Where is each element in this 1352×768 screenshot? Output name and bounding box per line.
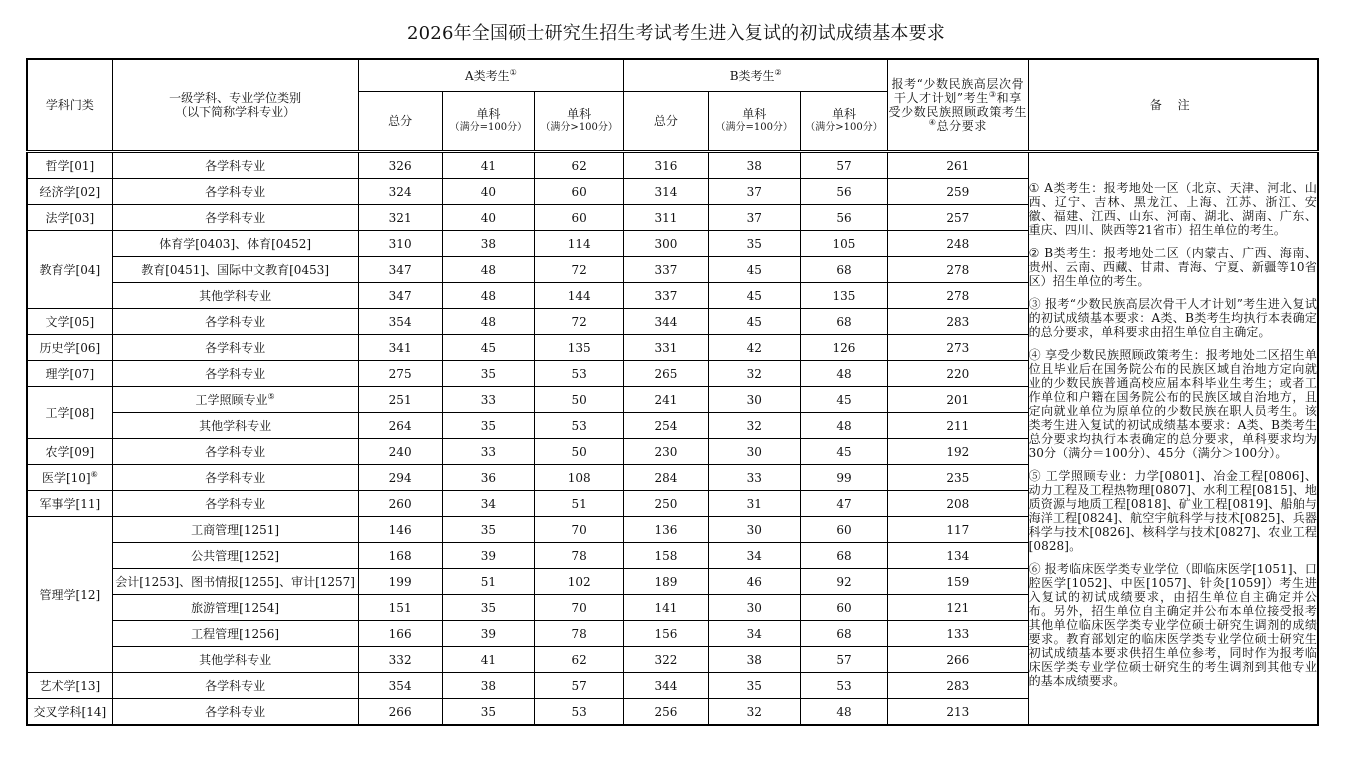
- score-cell-a-total: 264: [358, 413, 442, 439]
- subject-cell: [112, 413, 358, 439]
- score-cell-a-sgt100: 53: [535, 361, 624, 387]
- footnote-item: ⑤ 工学照顾专业：力学[0801]、冶金工程[0806]、动力工程及工程热物理[0807]、水利工程[0815]、地质资源与地质工程[0818]、矿业工程[0819]、船舶与海洋工程[0824]、航空宇航科学与技术[0825]、兵器科学与技术[0826]、核科学与技术[0827]、农业工程[0828]。: [1028, 468, 1317, 553]
- score-cell-a-s100: 35: [442, 699, 534, 726]
- score-cell-b-sgt100: 48: [800, 413, 887, 439]
- score-cell-a-total: 240: [358, 439, 442, 465]
- score-cell-b-total: 158: [624, 543, 708, 569]
- score-cell-a-s100: 48: [442, 309, 534, 335]
- header-subject-line1: 一级学科、专业学位类别: [169, 91, 302, 105]
- score-cell-b-total: 322: [624, 647, 708, 673]
- score-cell-b-total: 265: [624, 361, 708, 387]
- category-cell: [27, 309, 112, 335]
- score-cell-b-s100: 38: [708, 647, 800, 673]
- score-cell-b-total: 311: [624, 205, 708, 231]
- category-cell: [27, 387, 112, 439]
- score-cell-a-total: 168: [358, 543, 442, 569]
- score-cell-b-total: 337: [624, 257, 708, 283]
- header-minority-part2: 和享受少数民族照顾政策考生: [888, 91, 1028, 119]
- score-cell-minority: 121: [888, 595, 1028, 621]
- score-cell-b-s100: 30: [708, 387, 800, 413]
- score-cell-b-s100: 34: [708, 543, 800, 569]
- score-cell-b-sgt100: 126: [800, 335, 887, 361]
- category-cell: [27, 179, 112, 205]
- category-label: 哲学[01]: [45, 158, 95, 173]
- subject-cell: [112, 465, 358, 491]
- score-cell-b-sgt100: 45: [800, 439, 887, 465]
- score-cell-minority: 261: [888, 152, 1028, 179]
- header-a-total: 总分: [358, 92, 442, 152]
- score-cell-a-total: 146: [358, 517, 442, 543]
- header-minority: [888, 59, 1028, 152]
- score-cell-a-sgt100: 53: [535, 699, 624, 726]
- score-cell-a-total: 260: [358, 491, 442, 517]
- score-cell-minority: 257: [888, 205, 1028, 231]
- score-cell-b-total: 344: [624, 673, 708, 699]
- score-cell-b-s100: 30: [708, 439, 800, 465]
- score-cell-a-total: 341: [358, 335, 442, 361]
- score-cell-b-s100: 32: [708, 361, 800, 387]
- header-b-single-100-note: （满分=100分）: [715, 122, 793, 133]
- score-cell-b-sgt100: 105: [800, 231, 887, 257]
- score-cell-b-s100: 33: [708, 465, 800, 491]
- category-label: 管理学[12]: [39, 587, 101, 602]
- score-cell-minority: 201: [888, 387, 1028, 413]
- subject-cell: [112, 231, 358, 257]
- score-cell-a-total: 294: [358, 465, 442, 491]
- header-b-single-100: [708, 92, 800, 152]
- subject-label: 体育学[0403]、体育[0452]: [159, 236, 312, 251]
- score-cell-b-s100: 46: [708, 569, 800, 595]
- header-minority-mark2: ④: [928, 118, 937, 127]
- subject-label: 各学科专业: [205, 158, 266, 173]
- score-cell-b-sgt100: 45: [800, 387, 887, 413]
- score-cell-a-total: 354: [358, 309, 442, 335]
- score-cell-a-total: 151: [358, 595, 442, 621]
- footnote-item: ① A类考生：报考地处一区（北京、天津、河北、山西、辽宁、吉林、黑龙江、上海、江苏、浙江、安徽、福建、江西、山东、河南、湖北、湖南、广东、重庆、四川、陕西等21省市）招生单位的考生。: [1028, 180, 1317, 237]
- score-cell-a-sgt100: 102: [535, 569, 624, 595]
- footnote-item: ⑥ 报考临床医学类专业学位（即临床医学[1051]、口腔医学[1052]、中医[1057]、针灸[1059]）考生进入复试的初试成绩要求，由招生单位自主确定并公布。另外，招生单位自主确定并公布本单位接受报考其他单位临床医学类专业学位硕士研究生调剂的成绩要求。教育部划定的临床医学类专业学位硕士研究生初试成绩基本要求供招生单位参考，同时作为报考临床医学类专业学位硕士研究生的考生调剂到其他专业的基本成绩要求。: [1028, 561, 1317, 688]
- score-cell-a-sgt100: 135: [535, 335, 624, 361]
- score-cell-a-s100: 34: [442, 491, 534, 517]
- score-cell-b-total: 230: [624, 439, 708, 465]
- score-cell-a-s100: 35: [442, 595, 534, 621]
- score-cell-a-s100: 35: [442, 361, 534, 387]
- score-cell-minority: 134: [888, 543, 1028, 569]
- score-cell-b-sgt100: 92: [800, 569, 887, 595]
- score-cell-minority: 248: [888, 231, 1028, 257]
- score-cell-a-sgt100: 50: [535, 439, 624, 465]
- score-requirements-table: [26, 58, 1319, 726]
- score-cell-b-sgt100: 56: [800, 205, 887, 231]
- category-label: 艺术学[13]: [39, 678, 101, 693]
- subject-label: 各学科专业: [205, 704, 266, 719]
- subject-cell: [112, 699, 358, 726]
- header-a-single-100: [442, 92, 534, 152]
- category-cell: [27, 491, 112, 517]
- subject-footnote-mark: ⑤: [267, 391, 275, 401]
- score-cell-b-total: 241: [624, 387, 708, 413]
- subject-label: 各学科专业: [205, 496, 266, 511]
- score-cell-a-s100: 41: [442, 647, 534, 673]
- score-cell-b-sgt100: 56: [800, 179, 887, 205]
- score-cell-minority: 159: [888, 569, 1028, 595]
- score-cell-b-s100: 30: [708, 517, 800, 543]
- subject-label: 其他学科专业: [199, 652, 272, 667]
- category-cell: [27, 699, 112, 726]
- score-cell-a-sgt100: 108: [535, 465, 624, 491]
- category-label: 工学[08]: [45, 405, 95, 420]
- score-cell-b-sgt100: 57: [800, 152, 887, 179]
- score-cell-a-sgt100: 70: [535, 517, 624, 543]
- category-label: 农学[09]: [45, 444, 95, 459]
- category-cell: [27, 335, 112, 361]
- header-group-a-label: A类考生: [464, 68, 510, 83]
- subject-label: 教育[0451]、国际中文教育[0453]: [141, 262, 330, 277]
- subject-cell: [112, 595, 358, 621]
- category-label: 医学[10]: [41, 470, 91, 485]
- subject-cell: [112, 205, 358, 231]
- score-cell-a-s100: 39: [442, 621, 534, 647]
- score-cell-b-total: 344: [624, 309, 708, 335]
- score-cell-a-sgt100: 62: [535, 647, 624, 673]
- score-cell-a-sgt100: 62: [535, 152, 624, 179]
- subject-label: 各学科专业: [205, 444, 266, 459]
- subject-label: 各学科专业: [205, 340, 266, 355]
- subject-cell: [112, 569, 358, 595]
- score-cell-a-total: 332: [358, 647, 442, 673]
- subject-label: 工商管理[1251]: [191, 522, 280, 537]
- subject-cell: [112, 152, 358, 179]
- score-cell-b-total: 316: [624, 152, 708, 179]
- score-cell-a-s100: 45: [442, 335, 534, 361]
- score-cell-b-total: 136: [624, 517, 708, 543]
- subject-cell: [112, 257, 358, 283]
- score-cell-minority: 259: [888, 179, 1028, 205]
- subject-label: 其他学科专业: [199, 418, 272, 433]
- score-cell-a-total: 251: [358, 387, 442, 413]
- header-a-single-over100: [535, 92, 624, 152]
- score-cell-b-sgt100: 47: [800, 491, 887, 517]
- score-cell-a-sgt100: 57: [535, 673, 624, 699]
- header-b-single-over100-label: 单科: [831, 107, 856, 121]
- score-cell-b-total: 300: [624, 231, 708, 257]
- score-cell-a-total: 199: [358, 569, 442, 595]
- subject-cell: [112, 179, 358, 205]
- subject-cell: [112, 647, 358, 673]
- score-cell-a-s100: 33: [442, 439, 534, 465]
- score-cell-minority: 278: [888, 283, 1028, 309]
- score-cell-a-total: 166: [358, 621, 442, 647]
- score-cell-a-s100: 41: [442, 152, 534, 179]
- score-cell-b-total: 331: [624, 335, 708, 361]
- subject-cell: [112, 361, 358, 387]
- page-title: 2026年全国硕士研究生招生考试考生进入复试的初试成绩基本要求: [406, 23, 945, 44]
- subject-cell: [112, 387, 358, 413]
- score-cell-b-sgt100: 60: [800, 517, 887, 543]
- subject-cell: [112, 491, 358, 517]
- score-cell-minority: 117: [888, 517, 1028, 543]
- category-label: 军事学[11]: [39, 496, 101, 511]
- subject-label: 各学科专业: [205, 678, 266, 693]
- score-cell-a-sgt100: 72: [535, 257, 624, 283]
- score-cell-b-total: 284: [624, 465, 708, 491]
- score-cell-a-s100: 35: [442, 517, 534, 543]
- score-cell-a-total: 321: [358, 205, 442, 231]
- score-cell-b-total: 250: [624, 491, 708, 517]
- header-group-b-mark: ②: [774, 67, 782, 77]
- score-cell-b-s100: 31: [708, 491, 800, 517]
- score-cell-minority: 192: [888, 439, 1028, 465]
- score-cell-a-sgt100: 60: [535, 205, 624, 231]
- score-cell-a-sgt100: 70: [535, 595, 624, 621]
- category-label: 历史学[06]: [39, 340, 101, 355]
- subject-cell: [112, 439, 358, 465]
- score-cell-b-sgt100: 60: [800, 595, 887, 621]
- score-cell-a-sgt100: 78: [535, 621, 624, 647]
- score-cell-a-sgt100: 53: [535, 413, 624, 439]
- subject-cell: [112, 543, 358, 569]
- score-cell-a-total: 275: [358, 361, 442, 387]
- remarks-notes: [1028, 152, 1318, 726]
- score-cell-minority: 213: [888, 699, 1028, 726]
- score-cell-a-total: 310: [358, 231, 442, 257]
- score-cell-a-total: 324: [358, 179, 442, 205]
- score-cell-a-s100: 40: [442, 179, 534, 205]
- score-cell-minority: 208: [888, 491, 1028, 517]
- score-cell-b-sgt100: 68: [800, 309, 887, 335]
- header-b-total: 总分: [624, 92, 708, 152]
- score-cell-b-s100: 38: [708, 152, 800, 179]
- category-cell: [27, 465, 112, 491]
- subject-label: 各学科专业: [205, 470, 266, 485]
- score-cell-b-sgt100: 57: [800, 647, 887, 673]
- score-cell-b-total: 156: [624, 621, 708, 647]
- header-minority-part1: 报考“少数民族高层次骨干人才计划”考生: [891, 77, 1025, 105]
- score-cell-a-total: 347: [358, 283, 442, 309]
- header-b-single-over100-note: （满分>100分）: [805, 122, 883, 133]
- score-cell-a-total: 354: [358, 673, 442, 699]
- header-category: 学科门类: [27, 59, 112, 152]
- score-cell-minority: 273: [888, 335, 1028, 361]
- score-cell-a-sgt100: 50: [535, 387, 624, 413]
- score-cell-a-total: 266: [358, 699, 442, 726]
- category-footnote-mark: ⑥: [90, 469, 98, 479]
- score-cell-b-total: 189: [624, 569, 708, 595]
- score-cell-minority: 220: [888, 361, 1028, 387]
- subject-label: 旅游管理[1254]: [191, 600, 280, 615]
- score-cell-a-s100: 38: [442, 231, 534, 257]
- category-cell: [27, 517, 112, 673]
- subject-cell: [112, 621, 358, 647]
- score-cell-minority: 278: [888, 257, 1028, 283]
- category-cell: [27, 361, 112, 387]
- score-cell-b-sgt100: 68: [800, 257, 887, 283]
- category-label: 理学[07]: [45, 366, 95, 381]
- header-a-single-over100-label: 单科: [567, 107, 592, 121]
- category-label: 法学[03]: [45, 210, 95, 225]
- score-cell-minority: 266: [888, 647, 1028, 673]
- score-cell-a-sgt100: 51: [535, 491, 624, 517]
- score-cell-a-s100: 40: [442, 205, 534, 231]
- category-cell: [27, 439, 112, 465]
- score-cell-minority: 283: [888, 309, 1028, 335]
- subject-label: 公共管理[1252]: [191, 548, 280, 563]
- footnote-item: ④ 享受少数民族照顾政策考生：报考地处二区招生单位且毕业后在国务院公布的民族区域自治地方定向就业的少数民族普通高校应届本科毕业生考生；或者工作单位和户籍在国务院公布的民族区域自治地方，且定向就业单位为原单位的少数民族在职人员考生。该类考生进入复试的初试成绩基本要求：A类、B类考生总分要求均执行本表确定的总分要求，单科要求均为30分（满分＝100分）、45分（满分＞100分）。: [1028, 347, 1317, 460]
- category-cell: [27, 231, 112, 309]
- score-cell-a-s100: 48: [442, 257, 534, 283]
- subject-label: 各学科专业: [205, 210, 266, 225]
- score-cell-b-total: 141: [624, 595, 708, 621]
- score-cell-a-sgt100: 72: [535, 309, 624, 335]
- subject-cell: [112, 309, 358, 335]
- footnote-item: ③ 报考“少数民族高层次骨干人才计划”考生进入复试的初试成绩基本要求：A类、B类考生均执行本表确定的总分要求，单科要求由招生单位自主确定。: [1028, 296, 1317, 339]
- score-cell-a-s100: 48: [442, 283, 534, 309]
- score-cell-b-total: 254: [624, 413, 708, 439]
- score-cell-b-total: 314: [624, 179, 708, 205]
- subject-cell: [112, 335, 358, 361]
- score-cell-a-sgt100: 144: [535, 283, 624, 309]
- category-label: 教育学[04]: [39, 262, 101, 277]
- score-cell-a-s100: 51: [442, 569, 534, 595]
- subject-cell: [112, 517, 358, 543]
- subject-label: 工学照顾专业: [195, 392, 268, 407]
- score-cell-b-total: 337: [624, 283, 708, 309]
- score-cell-minority: 211: [888, 413, 1028, 439]
- score-cell-b-sgt100: 99: [800, 465, 887, 491]
- score-cell-a-s100: 38: [442, 673, 534, 699]
- subject-cell: [112, 673, 358, 699]
- header-subject: [112, 59, 358, 152]
- subject-label: 各学科专业: [205, 184, 266, 199]
- score-cell-b-sgt100: 68: [800, 621, 887, 647]
- footnote-item: ② B类考生：报考地处二区（内蒙古、广西、海南、贵州、云南、西藏、甘肃、青海、宁夏、新疆等10省区）招生单位的考生。: [1028, 245, 1317, 288]
- score-cell-b-s100: 37: [708, 179, 800, 205]
- score-cell-b-s100: 35: [708, 231, 800, 257]
- score-cell-b-sgt100: 53: [800, 673, 887, 699]
- header-minority-part3: 总分要求: [936, 119, 987, 133]
- header-b-single-over100: [800, 92, 887, 152]
- score-cell-b-s100: 32: [708, 413, 800, 439]
- category-label: 文学[05]: [45, 314, 95, 329]
- subject-label: 各学科专业: [205, 314, 266, 329]
- category-label: 经济学[02]: [39, 184, 101, 199]
- subject-cell: [112, 283, 358, 309]
- score-cell-b-s100: 45: [708, 309, 800, 335]
- header-group-b: [624, 59, 888, 92]
- table-row: [27, 152, 1318, 179]
- score-cell-a-s100: 36: [442, 465, 534, 491]
- score-cell-a-sgt100: 114: [535, 231, 624, 257]
- score-cell-b-s100: 45: [708, 283, 800, 309]
- subject-label: 会计[1253]、图书情报[1255]、审计[1257]: [115, 574, 355, 589]
- score-cell-minority: 133: [888, 621, 1028, 647]
- category-label: 交叉学科[14]: [33, 704, 107, 719]
- score-cell-b-sgt100: 135: [800, 283, 887, 309]
- score-cell-b-s100: 45: [708, 257, 800, 283]
- score-cell-a-total: 347: [358, 257, 442, 283]
- header-b-single-100-label: 单科: [742, 107, 767, 121]
- header-a-single-over100-note: （满分>100分）: [540, 122, 618, 133]
- header-group-a: [358, 59, 624, 92]
- header-group-a-mark: ①: [509, 67, 517, 77]
- score-cell-b-s100: 32: [708, 699, 800, 726]
- score-cell-a-sgt100: 78: [535, 543, 624, 569]
- score-cell-a-s100: 35: [442, 413, 534, 439]
- header-a-single-100-note: （满分=100分）: [449, 122, 528, 133]
- header-subject-line2: （以下简称学科专业）: [175, 105, 296, 119]
- header-remarks: 备 注: [1028, 59, 1318, 152]
- header-a-single-100-label: 单科: [476, 107, 501, 121]
- score-cell-b-s100: 34: [708, 621, 800, 647]
- score-cell-b-sgt100: 48: [800, 361, 887, 387]
- score-cell-minority: 235: [888, 465, 1028, 491]
- score-cell-a-s100: 39: [442, 543, 534, 569]
- category-cell: [27, 673, 112, 699]
- score-cell-b-sgt100: 68: [800, 543, 887, 569]
- score-cell-b-s100: 30: [708, 595, 800, 621]
- subject-label: 其他学科专业: [199, 288, 272, 303]
- subject-label: 各学科专业: [205, 366, 266, 381]
- subject-label: 工程管理[1256]: [191, 626, 280, 641]
- score-cell-b-sgt100: 48: [800, 699, 887, 726]
- score-cell-b-s100: 37: [708, 205, 800, 231]
- score-cell-a-s100: 33: [442, 387, 534, 413]
- score-cell-a-sgt100: 60: [535, 179, 624, 205]
- score-cell-b-total: 256: [624, 699, 708, 726]
- score-cell-a-total: 326: [358, 152, 442, 179]
- score-cell-b-s100: 42: [708, 335, 800, 361]
- score-cell-minority: 283: [888, 673, 1028, 699]
- category-cell: [27, 205, 112, 231]
- header-minority-mark: ③: [988, 90, 997, 99]
- header-group-b-label: B类考生: [729, 68, 775, 83]
- category-cell: [27, 152, 112, 179]
- score-cell-b-s100: 35: [708, 673, 800, 699]
